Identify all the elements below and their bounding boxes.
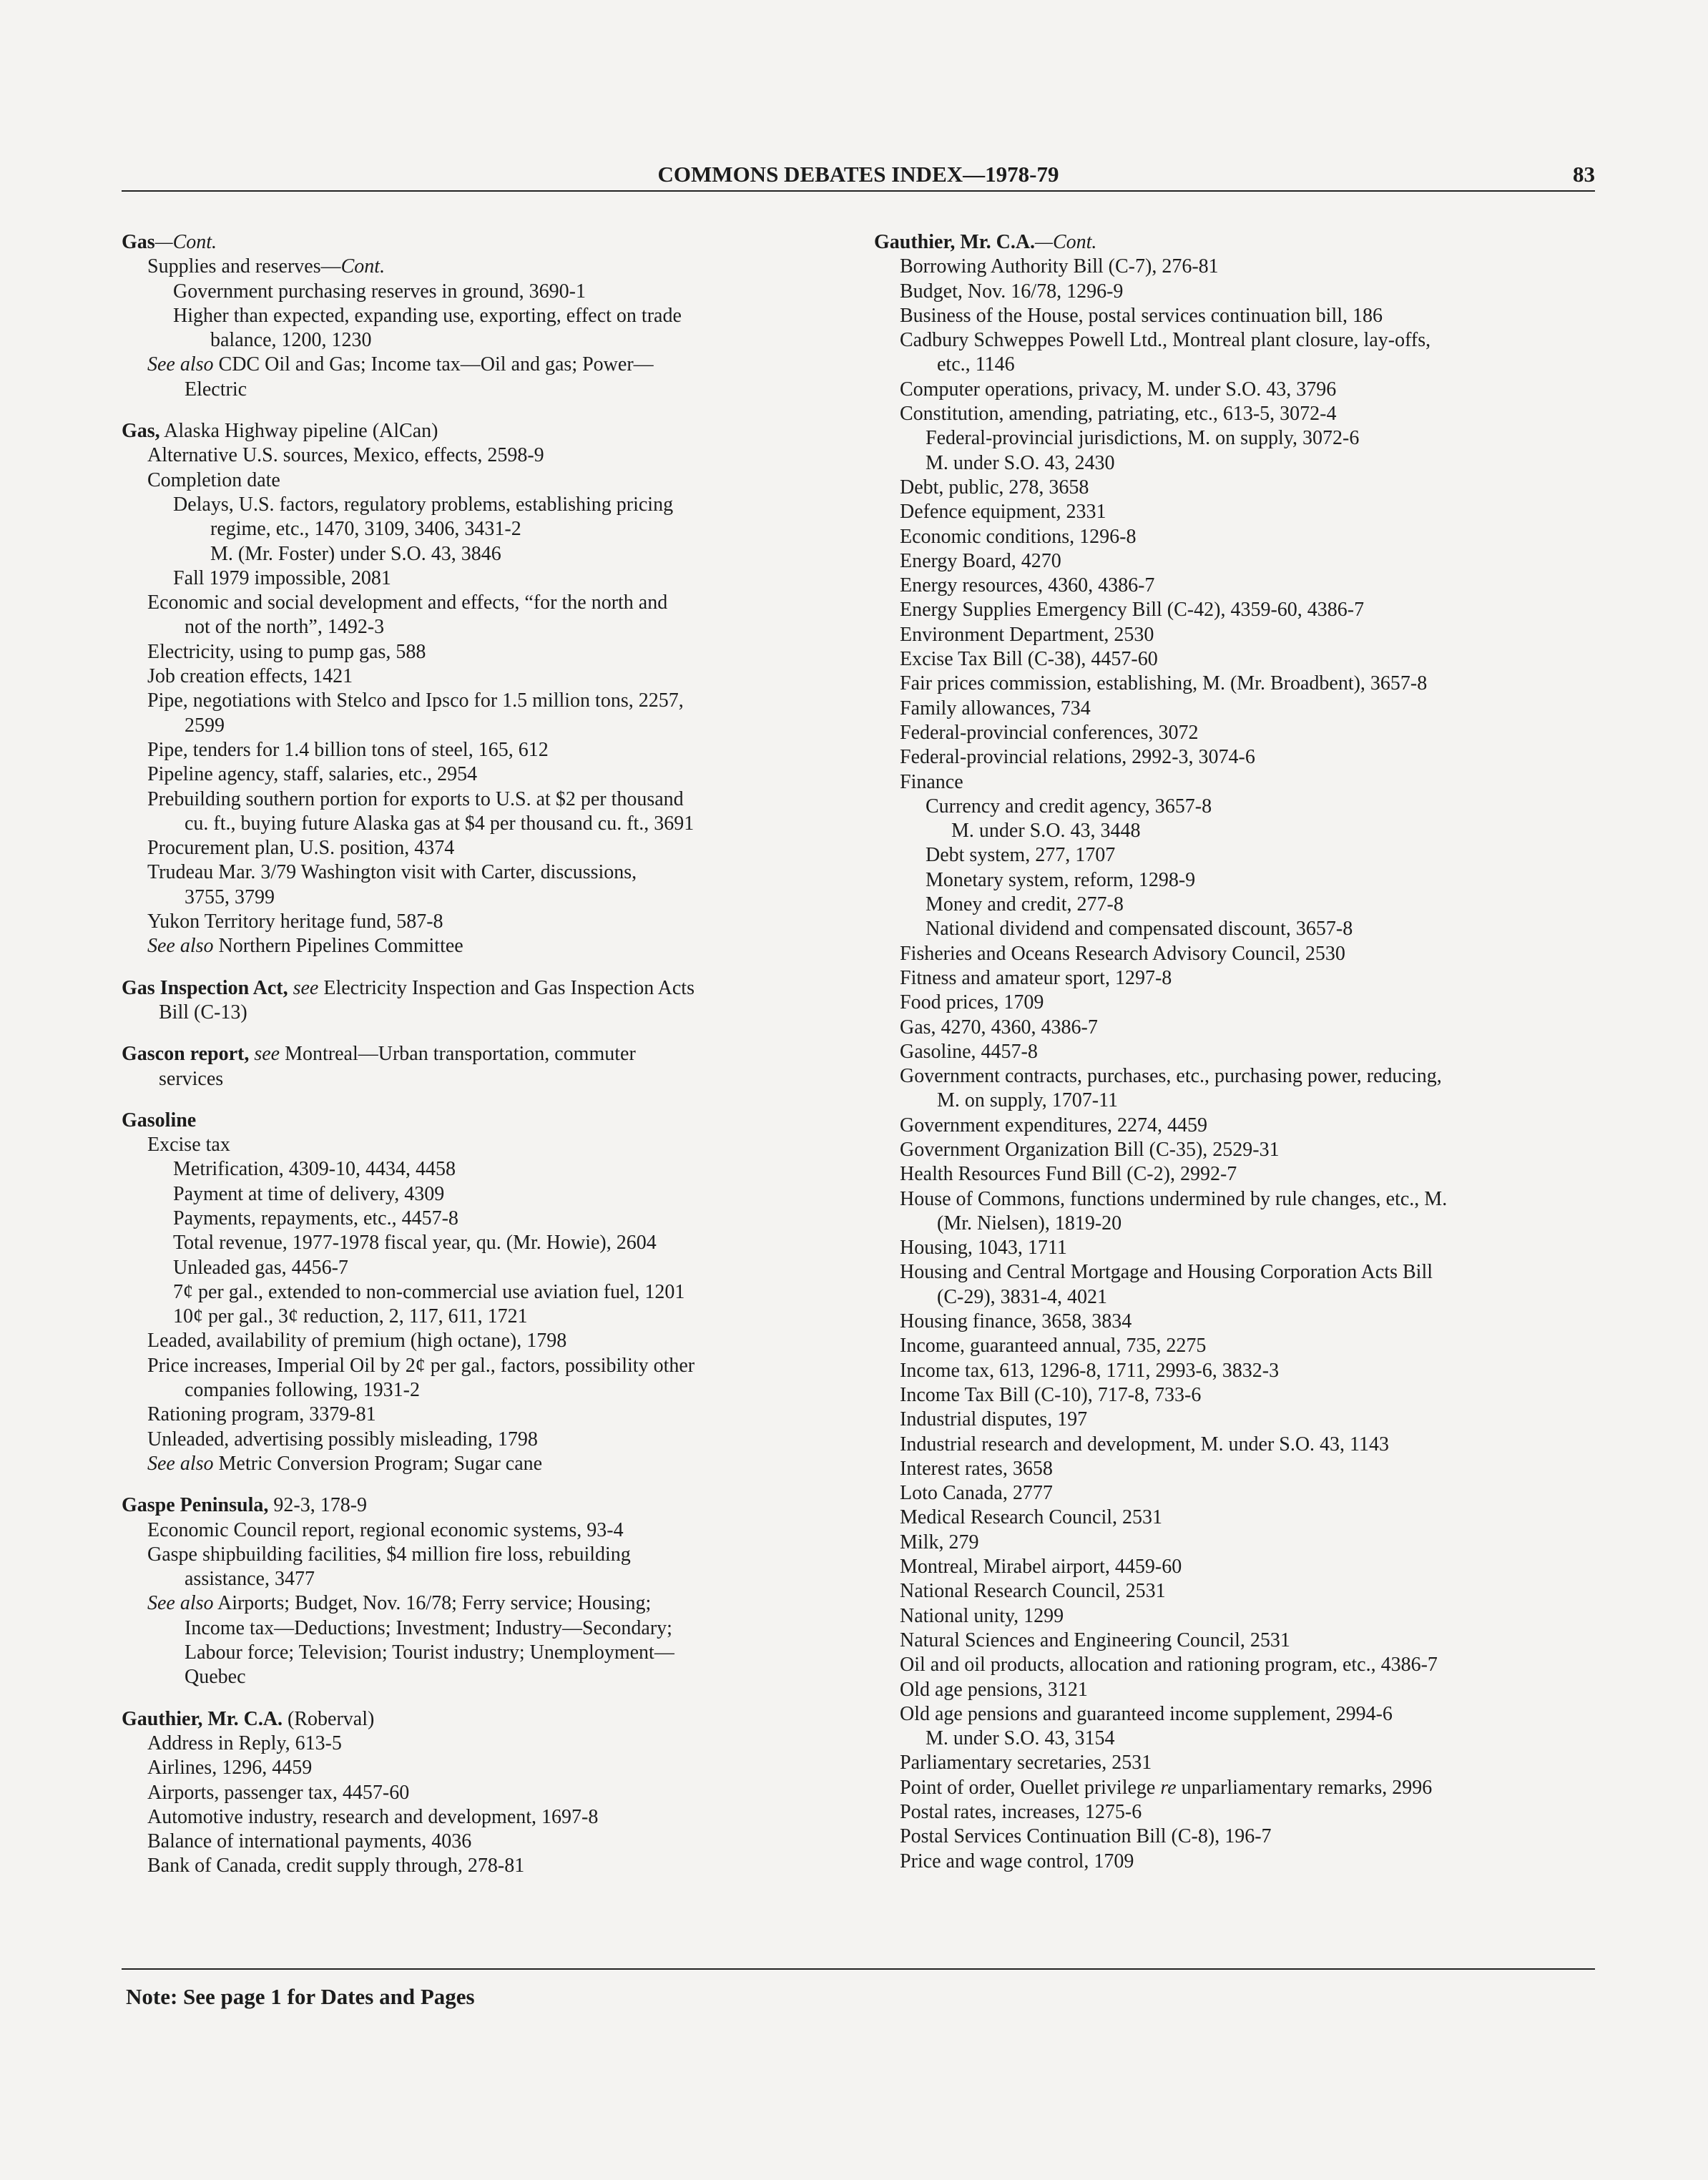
entry-text: (C-29), 3831-4, 4021 bbox=[937, 1285, 1107, 1308]
entry-text: 2599 bbox=[185, 714, 225, 737]
index-entry bbox=[874, 868, 1611, 893]
entry-text: Monetary system, reform, 1298-9 bbox=[926, 868, 1196, 891]
index-heading bbox=[122, 419, 858, 443]
entry-text: etc., 1146 bbox=[937, 353, 1015, 376]
index-entry bbox=[874, 893, 1611, 917]
entry-text: Federal-provincial conferences, 3072 bbox=[900, 721, 1199, 744]
entry-ital: see bbox=[288, 976, 319, 999]
entry-text: 3755, 3799 bbox=[185, 885, 275, 908]
entry-text: House of Commons, functions undermined by rule changes, etc., M. bbox=[900, 1187, 1448, 1210]
index-entry bbox=[122, 378, 858, 402]
index-entry bbox=[874, 1457, 1611, 1481]
entry-text: Housing finance, 3658, 3834 bbox=[900, 1310, 1132, 1333]
index-entry bbox=[874, 1751, 1611, 1775]
index-entry bbox=[122, 1403, 858, 1427]
entry-text: Business of the House, postal services continuation bill, 186 bbox=[900, 304, 1383, 327]
entry-text: Energy Board, 4270 bbox=[900, 549, 1061, 572]
index-entry bbox=[122, 1591, 858, 1616]
index-entry bbox=[122, 304, 858, 328]
entry-text: Montreal—Urban transportation, commuter bbox=[280, 1043, 636, 1066]
page-number: 83 bbox=[1573, 162, 1595, 187]
page-header bbox=[122, 157, 1595, 192]
entry-gap bbox=[122, 1025, 858, 1042]
entry-text: Computer operations, privacy, M. under S.O. 43, 3796 bbox=[900, 378, 1337, 401]
entry-text: Montreal, Mirabel airport, 4459-60 bbox=[900, 1556, 1182, 1578]
entry-text: Health Resources Fund Bill (C-2), 2992-7 bbox=[900, 1163, 1237, 1186]
index-entry bbox=[874, 1776, 1611, 1800]
index-entry bbox=[874, 991, 1611, 1015]
index-entry bbox=[122, 517, 858, 541]
index-entry bbox=[122, 738, 858, 762]
index-entry bbox=[122, 1182, 858, 1207]
index-entry bbox=[874, 1678, 1611, 1702]
index-entry bbox=[122, 1756, 858, 1780]
index-entry bbox=[122, 1543, 858, 1567]
index-entry bbox=[122, 860, 858, 885]
index-entry bbox=[874, 917, 1611, 941]
entry-text: Delays, U.S. factors, regulatory problems, establishing pricing bbox=[173, 493, 674, 516]
entry-text: Price and wage control, 1709 bbox=[900, 1850, 1134, 1872]
entry-text: Automotive industry, research and development, 1697-8 bbox=[147, 1805, 599, 1828]
index-entry bbox=[122, 1567, 858, 1591]
index-entry bbox=[874, 1383, 1611, 1408]
entry-text: Pipe, tenders for 1.4 billion tons of steel, 165, 612 bbox=[147, 738, 549, 761]
entry-text: Income tax, 613, 1296-8, 1711, 2993-6, 3832-3 bbox=[900, 1359, 1280, 1382]
entry-text: Fisheries and Oceans Research Advisory Council, 2530 bbox=[900, 942, 1345, 965]
index-entry bbox=[122, 468, 858, 493]
entry-text: Prebuilding southern portion for exports to U.S. at $2 per thousand bbox=[147, 787, 684, 810]
entry-text: Housing, 1043, 1711 bbox=[900, 1237, 1067, 1260]
index-entry bbox=[874, 1260, 1611, 1285]
entry-text: Price increases, Imperial Oil by 2¢ per gal., factors, possibility other bbox=[147, 1354, 695, 1377]
index-entry bbox=[874, 549, 1611, 574]
entry-gap bbox=[122, 402, 858, 419]
entry-text: Food prices, 1709 bbox=[900, 991, 1044, 1014]
entry-text: Northern Pipelines Committee bbox=[213, 935, 463, 958]
index-entry bbox=[122, 1256, 858, 1280]
index-entry bbox=[122, 762, 858, 787]
index-entry bbox=[874, 1408, 1611, 1432]
entry-text: balance, 1200, 1230 bbox=[210, 329, 372, 352]
index-entry bbox=[122, 1305, 858, 1329]
entry-text: Natural Sciences and Engineering Council, 2531 bbox=[900, 1629, 1290, 1651]
entry-text: Interest rates, 3658 bbox=[900, 1457, 1053, 1480]
index-entry bbox=[122, 1616, 858, 1641]
entry-text: Postal Services Continuation Bill (C-8), 196-7 bbox=[900, 1825, 1272, 1848]
entry-text: M. under S.O. 43, 3154 bbox=[926, 1727, 1115, 1750]
index-entry bbox=[874, 1702, 1611, 1727]
index-entry bbox=[874, 598, 1611, 622]
index-entry bbox=[874, 1653, 1611, 1677]
entry-text: Cadbury Schweppes Powell Ltd., Montreal plant closure, lay-offs, bbox=[900, 329, 1431, 352]
entry-text: Fair prices commission, establishing, M. (Mr. Broadbent), 3657-8 bbox=[900, 672, 1428, 695]
entry-text: Airports, passenger tax, 4457-60 bbox=[147, 1781, 410, 1804]
entry-text: Borrowing Authority Bill (C-7), 276-81 bbox=[900, 255, 1219, 278]
entry-ital: See also bbox=[147, 353, 214, 376]
entry-head: Gas bbox=[122, 231, 155, 253]
entry-text: M. under S.O. 43, 3448 bbox=[951, 820, 1141, 843]
entry-text: assistance, 3477 bbox=[185, 1568, 315, 1591]
entry-text: Metric Conversion Program; Sugar cane bbox=[213, 1452, 543, 1475]
index-entry bbox=[874, 1825, 1611, 1849]
index-entry bbox=[874, 672, 1611, 696]
index-entry bbox=[874, 402, 1611, 426]
entry-text: Debt system, 277, 1707 bbox=[926, 844, 1116, 867]
index-entry bbox=[874, 1236, 1611, 1260]
entry-text: Alternative U.S. sources, Mexico, effects, 2598-9 bbox=[147, 444, 544, 467]
entry-text: Electricity, using to pump gas, 588 bbox=[147, 640, 426, 663]
index-entry bbox=[874, 1162, 1611, 1187]
index-entry bbox=[874, 1138, 1611, 1162]
index-entry bbox=[122, 566, 858, 591]
index-entry bbox=[122, 1854, 858, 1878]
entry-text: Old age pensions and guaranteed income supplement, 2994-6 bbox=[900, 1702, 1393, 1725]
entry-text: Unleaded, advertising possibly misleading, 1798 bbox=[147, 1428, 538, 1450]
entry-text: Electricity Inspection and Gas Inspection Acts bbox=[318, 976, 695, 999]
index-entry bbox=[122, 1280, 858, 1305]
entry-text: Income Tax Bill (C-10), 717-8, 733-6 bbox=[900, 1383, 1202, 1406]
index-entry bbox=[122, 1641, 858, 1665]
entry-text: National dividend and compensated discount, 3657-8 bbox=[926, 918, 1353, 941]
index-entry bbox=[874, 280, 1611, 304]
entry-text: Industrial research and development, M. under S.O. 43, 1143 bbox=[900, 1433, 1390, 1455]
index-entry bbox=[874, 1114, 1611, 1138]
index-entry bbox=[874, 574, 1611, 598]
entry-gap bbox=[122, 959, 858, 976]
entry-text: Loto Canada, 2777 bbox=[900, 1482, 1053, 1505]
index-entry bbox=[874, 1089, 1611, 1113]
entry-text: cu. ft., buying future Alaska gas at $4 per thousand cu. ft., 3691 bbox=[185, 812, 695, 835]
entry-text: Housing and Central Mortgage and Housing Corporation Acts Bill bbox=[900, 1261, 1433, 1284]
index-entry bbox=[874, 1334, 1611, 1358]
entry-text: Government contracts, purchases, etc., purchasing power, reducing, bbox=[900, 1065, 1442, 1088]
index-entry bbox=[874, 426, 1611, 451]
entry-text: Labour force; Television; Tourist industry; Unemployment— bbox=[185, 1641, 674, 1664]
entry-text: Old age pensions, 3121 bbox=[900, 1678, 1088, 1701]
entry-text: National unity, 1299 bbox=[900, 1604, 1064, 1627]
index-heading bbox=[122, 230, 858, 255]
entry-text: (Mr. Nielsen), 1819-20 bbox=[937, 1212, 1122, 1234]
entry-text: Industrial disputes, 197 bbox=[900, 1408, 1088, 1431]
entry-text: Milk, 279 bbox=[900, 1531, 979, 1553]
entry-text: Money and credit, 277-8 bbox=[926, 893, 1124, 916]
index-entry bbox=[122, 934, 858, 958]
index-entry bbox=[874, 476, 1611, 500]
entry-ital: See also bbox=[147, 1452, 214, 1475]
index-entry bbox=[874, 819, 1611, 843]
index-entry bbox=[122, 1067, 858, 1091]
index-heading bbox=[122, 1493, 858, 1518]
entry-text: Economic conditions, 1296-8 bbox=[900, 525, 1137, 548]
entry-text: Government expenditures, 2274, 4459 bbox=[900, 1114, 1208, 1136]
index-entry bbox=[874, 353, 1611, 377]
index-entry bbox=[874, 1531, 1611, 1555]
index-entry bbox=[874, 1212, 1611, 1236]
entry-text: Quebec bbox=[185, 1666, 246, 1689]
index-entry bbox=[874, 1064, 1611, 1089]
entry-text: Higher than expected, expanding use, exporting, effect on trade bbox=[173, 304, 682, 327]
entry-text: Pipe, negotiations with Stelco and Ipsco for 1.5 million tons, 2257, bbox=[147, 689, 684, 712]
entry-text: Yukon Territory heritage fund, 587-8 bbox=[147, 910, 443, 933]
entry-text: Bank of Canada, credit supply through, 278-81 bbox=[147, 1855, 525, 1877]
entry-text: Point of order, Ouellet privilege bbox=[900, 1776, 1161, 1799]
entry-text: Excise Tax Bill (C-38), 4457-60 bbox=[900, 648, 1158, 671]
entry-text: Gasoline, 4457-8 bbox=[900, 1040, 1038, 1063]
index-entry bbox=[122, 328, 858, 353]
entry-text: Supplies and reserves— bbox=[147, 255, 341, 278]
running-title: COMMONS DEBATES INDEX—1978-79 bbox=[657, 162, 1059, 187]
entry-ital: —Cont. bbox=[154, 231, 217, 253]
index-heading bbox=[874, 230, 1611, 255]
entry-text: Budget, Nov. 16/78, 1296-9 bbox=[900, 280, 1124, 303]
index-entry bbox=[122, 1732, 858, 1756]
index-entry bbox=[122, 1157, 858, 1182]
index-entry bbox=[122, 1665, 858, 1689]
entry-text: Gaspe shipbuilding facilities, $4 million fire loss, rebuilding bbox=[147, 1543, 631, 1566]
index-entry bbox=[122, 1001, 858, 1025]
index-entry bbox=[122, 664, 858, 689]
left-column bbox=[122, 230, 858, 1879]
index-entry bbox=[874, 1187, 1611, 1212]
entry-head: Gas Inspection Act, bbox=[122, 976, 288, 999]
footer-rule bbox=[122, 1968, 1595, 1970]
index-entry bbox=[122, 542, 858, 566]
index-entry bbox=[122, 1452, 858, 1476]
entry-text: Oil and oil products, allocation and rationing program, etc., 4386-7 bbox=[900, 1654, 1438, 1676]
index-entry bbox=[122, 885, 858, 910]
index-entry bbox=[122, 615, 858, 639]
index-entry bbox=[122, 1354, 858, 1378]
index-entry bbox=[874, 1629, 1611, 1653]
index-entry bbox=[874, 966, 1611, 991]
index-entry bbox=[874, 500, 1611, 524]
entry-text: (Roberval) bbox=[283, 1707, 375, 1730]
index-entry bbox=[874, 1310, 1611, 1334]
index-entry bbox=[122, 1518, 858, 1543]
index-entry bbox=[874, 304, 1611, 328]
index-heading bbox=[122, 1109, 858, 1133]
entry-text: Constitution, amending, patriating, etc., 613-5, 3072-4 bbox=[900, 403, 1337, 426]
entry-gap bbox=[122, 1091, 858, 1109]
index-entry bbox=[874, 378, 1611, 402]
index-entry bbox=[874, 328, 1611, 353]
entry-head: Gascon report, bbox=[122, 1043, 250, 1066]
entry-text: National Research Council, 2531 bbox=[900, 1580, 1166, 1603]
index-entry bbox=[874, 255, 1611, 279]
index-entry bbox=[874, 525, 1611, 549]
index-heading bbox=[122, 976, 858, 1001]
index-entry bbox=[874, 623, 1611, 647]
entry-text: Defence equipment, 2331 bbox=[900, 501, 1106, 524]
index-entry bbox=[122, 640, 858, 664]
entry-text: Federal-provincial jurisdictions, M. on supply, 3072-6 bbox=[926, 427, 1360, 450]
entry-gap bbox=[122, 1690, 858, 1707]
index-heading bbox=[122, 1042, 858, 1066]
index-entry bbox=[874, 745, 1611, 770]
index-entry bbox=[874, 770, 1611, 795]
entry-text: Payment at time of delivery, 4309 bbox=[173, 1182, 445, 1205]
index-entry bbox=[122, 1830, 858, 1854]
entry-text: Metrification, 4309-10, 4434, 4458 bbox=[173, 1158, 456, 1181]
entry-text: Government purchasing reserves in ground, 3690-1 bbox=[173, 280, 586, 303]
index-entry bbox=[122, 1207, 858, 1231]
entry-text: Balance of international payments, 4036 bbox=[147, 1830, 472, 1853]
entry-text: Energy resources, 4360, 4386-7 bbox=[900, 574, 1155, 597]
entry-text: Postal rates, increases, 1275-6 bbox=[900, 1801, 1142, 1823]
entry-text: Fall 1979 impossible, 2081 bbox=[173, 566, 391, 589]
index-entry bbox=[122, 1231, 858, 1255]
entry-text: Income tax—Deductions; Investment; Industry—Secondary; bbox=[185, 1616, 672, 1639]
entry-text: Excise tax bbox=[147, 1134, 230, 1157]
entry-text: Payments, repayments, etc., 4457-8 bbox=[173, 1207, 458, 1229]
index-entry bbox=[874, 843, 1611, 868]
index-entry bbox=[874, 795, 1611, 819]
entry-head: Gauthier, Mr. C.A. bbox=[874, 231, 1036, 253]
entry-text: Total revenue, 1977-1978 fiscal year, qu. (Mr. Howie), 2604 bbox=[173, 1232, 657, 1255]
entry-head: Gas, bbox=[122, 420, 160, 443]
index-entry bbox=[122, 714, 858, 738]
index-entry bbox=[874, 1604, 1611, 1629]
index-entry bbox=[874, 1850, 1611, 1874]
index-entry bbox=[122, 1805, 858, 1830]
index-entry bbox=[874, 1579, 1611, 1604]
entry-text: M. (Mr. Foster) under S.O. 43, 3846 bbox=[210, 542, 501, 565]
entry-text: Electric bbox=[185, 378, 247, 401]
entry-text: M. under S.O. 43, 2430 bbox=[926, 451, 1115, 474]
entry-text: Medical Research Council, 2531 bbox=[900, 1506, 1163, 1529]
index-entry bbox=[874, 1506, 1611, 1530]
entry-text: Fitness and amateur sport, 1297-8 bbox=[900, 966, 1172, 989]
entry-ital2: Cont. bbox=[340, 255, 386, 278]
entry-text: Family allowances, 734 bbox=[900, 697, 1091, 720]
entry-text: Environment Department, 2530 bbox=[900, 623, 1154, 646]
entry-text: M. on supply, 1707-11 bbox=[937, 1089, 1119, 1112]
entry-text: 10¢ per gal., 3¢ reduction, 2, 117, 611, 1721 bbox=[173, 1305, 528, 1328]
entry-text: Leaded, availability of premium (high octane), 1798 bbox=[147, 1330, 567, 1352]
entry-text: 92-3, 178-9 bbox=[268, 1494, 368, 1517]
index-entry bbox=[874, 1433, 1611, 1457]
entry-head: Gauthier, Mr. C.A. bbox=[122, 1707, 283, 1730]
entry-ital: see bbox=[249, 1043, 280, 1066]
entry-text: Trudeau Mar. 3/79 Washington visit with Carter, discussions, bbox=[147, 861, 637, 884]
index-entry bbox=[122, 1781, 858, 1805]
entry-text2: unparliamentary remarks, 2996 bbox=[1176, 1776, 1433, 1799]
right-column bbox=[874, 230, 1611, 1874]
entry-gap bbox=[122, 1476, 858, 1493]
index-entry bbox=[874, 1359, 1611, 1383]
entry-text: Economic and social development and effects, “for the north and bbox=[147, 591, 668, 614]
index-entry bbox=[122, 836, 858, 860]
entry-text: Job creation effects, 1421 bbox=[147, 665, 353, 688]
index-entry bbox=[122, 591, 858, 615]
entry-text: 7¢ per gal., extended to non-commercial use aviation fuel, 1201 bbox=[173, 1280, 685, 1303]
index-entry bbox=[122, 493, 858, 517]
entry-text: Pipeline agency, staff, salaries, etc., 2954 bbox=[147, 763, 478, 786]
entry-ital2: re bbox=[1160, 1776, 1177, 1799]
entry-text: Address in Reply, 613-5 bbox=[147, 1732, 342, 1754]
entry-text: Government Organization Bill (C-35), 2529-31 bbox=[900, 1138, 1280, 1161]
entry-text: Finance bbox=[900, 770, 963, 793]
index-entry bbox=[874, 697, 1611, 721]
entry-text: Airports; Budget, Nov. 16/78; Ferry service; Housing; bbox=[213, 1592, 652, 1615]
index-entry bbox=[122, 1428, 858, 1452]
index-entry bbox=[874, 721, 1611, 745]
index-entry bbox=[122, 353, 858, 377]
index-entry bbox=[874, 1040, 1611, 1064]
index-entry bbox=[874, 1285, 1611, 1310]
entry-text: Income, guaranteed annual, 735, 2275 bbox=[900, 1335, 1207, 1357]
footer-note: Note: See page 1 for Dates and Pages bbox=[126, 1984, 475, 2009]
entry-text: Bill (C-13) bbox=[159, 1001, 247, 1023]
entry-ital: See also bbox=[147, 935, 214, 958]
entry-text: Energy Supplies Emergency Bill (C-42), 4359-60, 4386-7 bbox=[900, 599, 1365, 622]
index-entry bbox=[874, 1481, 1611, 1506]
entry-text: Rationing program, 3379-81 bbox=[147, 1403, 376, 1426]
entry-text: Economic Council report, regional economic systems, 93-4 bbox=[147, 1518, 624, 1541]
entry-text: Federal-provincial relations, 2992-3, 3074-6 bbox=[900, 746, 1255, 769]
entry-text: Completion date bbox=[147, 468, 280, 491]
entry-text: companies following, 1931-2 bbox=[185, 1379, 420, 1402]
index-entry bbox=[122, 1378, 858, 1403]
index-entry bbox=[874, 1555, 1611, 1579]
entry-text: not of the north”, 1492-3 bbox=[185, 616, 385, 639]
index-entry bbox=[874, 1016, 1611, 1040]
entry-ital: See also bbox=[147, 1592, 214, 1615]
entry-text: Gas, 4270, 4360, 4386-7 bbox=[900, 1016, 1098, 1039]
entry-text: Currency and credit agency, 3657-8 bbox=[926, 795, 1212, 818]
entry-text: regime, etc., 1470, 3109, 3406, 3431-2 bbox=[210, 518, 521, 541]
index-entry bbox=[874, 647, 1611, 672]
index-entry bbox=[122, 255, 858, 279]
entry-text: Airlines, 1296, 4459 bbox=[147, 1757, 313, 1779]
entry-ital: —Cont. bbox=[1035, 231, 1097, 253]
entry-head: Gaspe Peninsula, bbox=[122, 1494, 269, 1517]
entry-text: Debt, public, 278, 3658 bbox=[900, 476, 1089, 499]
index-entry bbox=[122, 910, 858, 934]
index-entry bbox=[122, 1329, 858, 1353]
index-entry bbox=[122, 787, 858, 812]
index-entry bbox=[122, 689, 858, 713]
entry-head: Gasoline bbox=[122, 1109, 197, 1131]
index-entry bbox=[122, 812, 858, 836]
entry-text: CDC Oil and Gas; Income tax—Oil and gas; Power— bbox=[213, 353, 654, 376]
entry-text: Alaska Highway pipeline (AlCan) bbox=[159, 420, 438, 443]
index-entry bbox=[874, 451, 1611, 476]
entry-text: Unleaded gas, 4456-7 bbox=[173, 1256, 348, 1279]
index-entry bbox=[122, 1133, 858, 1157]
index-entry bbox=[122, 280, 858, 304]
index-entry bbox=[874, 1800, 1611, 1825]
entry-text: services bbox=[159, 1067, 224, 1090]
index-entry bbox=[874, 942, 1611, 966]
entry-text: Procurement plan, U.S. position, 4374 bbox=[147, 837, 455, 860]
index-entry bbox=[122, 443, 858, 468]
index-entry bbox=[874, 1727, 1611, 1751]
header-rule bbox=[122, 190, 1595, 192]
index-heading bbox=[122, 1707, 858, 1732]
entry-text: Parliamentary secretaries, 2531 bbox=[900, 1752, 1152, 1774]
